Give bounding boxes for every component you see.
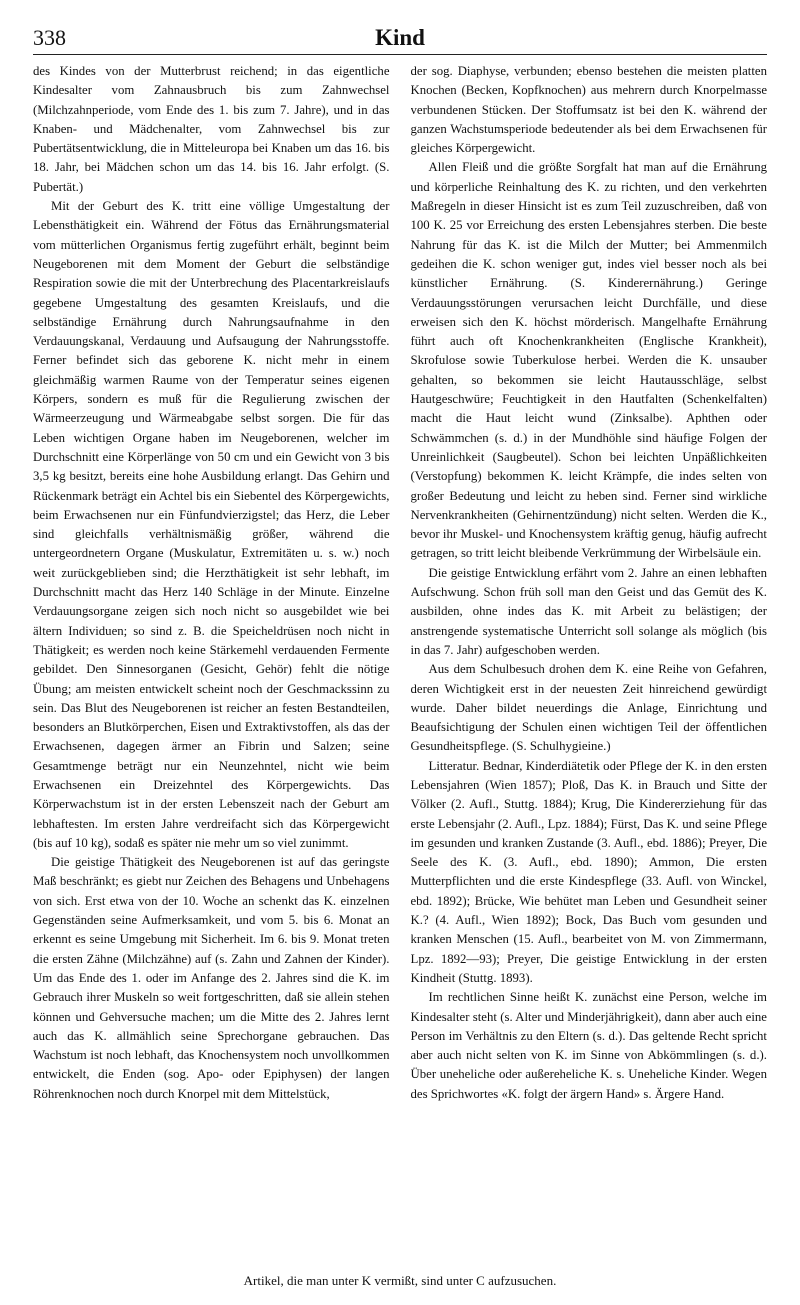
paragraph: Litteratur. Bednar, Kinderdiätetik oder Pflege der K. in den ersten Lebensjahren (Wien 1857); Ploß, Das K. in Brauch und Sitte der Völker (2. Aufl., Stuttg. 1884); Krug, Die Kindererziehung für das erste Lebensjahr (2. Aufl., Lpz. 1884); Fürst, Das K. und seine Pflege im gesunden und kranken Zustande (3. Aufl., ebd. 1886); Preyer, Die Seele des K. (3. Aufl., ebd. 1890); Ammon, Die ersten Mutterpflichten und die erste Kindespflege (33. Aufl. von Winckel, ebd. 1892); Brücke, Wie behütet man Leben und Gesundheit seiner K.? (4. Aufl., Wien 1892); Bock, Das Buch vom gesunden und kranken Menschen (15. Aufl., bearbeitet von M. von Zimmermann, Lpz. 1892—93); Preyer, Die geistige Entwicklung in der ersten Kindheit (Stuttg. 1893). [410,758,767,985]
paragraph: Aus dem Schulbesuch drohen dem K. eine Reihe von Gefahren, deren Wichtigkeit erst in der neuesten Zeit hinreichend gewürdigt wurde. Daher bildet neuerdings die Anlage, Einrichtung und Beaufsichtigung der Schulen einen wichtigen Teil der öffentlichen Gesundheitspflege. (S. Schulhygieine.) [410,662,767,754]
left-column [33,62,390,1265]
running-head: Kind [375,25,425,50]
page-header [33,22,767,55]
page-footer [0,1269,800,1293]
paragraph: Die geistige Thätigkeit des Neugeborenen ist auf das geringste Maß beschränkt; es giebt nur Zeichen des Behagens und Unbehagens von sich. Erst etwa von der 10. Woche an schenkt das K. einzelnen Gegenständen seine Aufmerksamkeit, und vom 5. bis 6. Monat an erkennt es seine Umgebung mit Sicherheit. Im 6. bis 9. Monat treten die ersten Zähne (Milchzähne) auf (s. Zahn und Zahnen der Kinder). Um das Ende des 1. oder im Anfange des 2. Jahres sind die K. im Gebrauch ihrer Muskeln so weit fortgeschritten, daß sie allein stehen können und Gehversuche machen; um die Mitte des 2. Jahres lernt auch das K. allmählich seine Sprechorgane gebrauchen. Das Wachstum ist noch lebhaft, das Knochensystem noch unvollkommen entwickelt, die Enden (sog. Apo- oder Epiphysen) der langen Röhrenknochen noch durch Knorpel mit dem Mittelstück, [33,855,390,1101]
right-column [411,62,768,1265]
paragraph: Allen Fleiß und die größte Sorgfalt hat man auf die Ernährung und körperliche Reinhaltung des K. zu richten, und den verkehrten Maßregeln in dieser Hinsicht ist es zum Teil zuzuschreiben, daß von 100 K. 25 vor Erreichung des ersten Lebensjahres sterben. Die beste Nahrung für das K. ist die Milch der Mutter; bei Ammenmilch gedeihen die K. schon weniger gut, indes viel besser noch als bei künstlicher Ernährung. (S. Kinderernährung.) Geringe Verdauungsstörungen verursachen leicht Durchfälle, und diese erweisen sich den K. höchst mörderisch. Mangelhafte Ernährung führt auch oft Knochenkrankheiten (Englische Krankheit), Skrofulose sowie Tuberkulose herbei. Werden die K. unsauber gehalten, so bekommen sie leicht Hautausschläge, selbst Hautgeschwüre; Feuchtigkeit in den Hautfalten (Schenkelfalten) macht die Haut leicht wund (Zinksalbe). Aphthen oder Schwämmchen (s. d.) in der Mundhöhle sind häufige Folgen der Unreinlichkeit (Saugbeutel). Schon bei leichten Unpäßlichkeiten (Verstopfung) bekommen K. leicht Krämpfe, die indes selten von großer Bedeutung und leicht zu heben sind. Ferner sind wirkliche Nervenkrankheiten (Gehirnentzündung) nicht selten. Werden die K., bevor ihr Muskel- und Knochensystem kräftig genug, häufig aufrecht getragen, so tritt leicht bleibende Verkrümmung der Wirbelsäule ein. [410,160,767,561]
footer-note: Artikel, die man unter K vermißt, sind unter C aufzusuchen. [243,1273,557,1288]
paragraph: Im rechtlichen Sinne heißt K. zunächst eine Person, welche im Kindesalter steht (s. Alter und Minderjährigkeit), dann aber auch eine Person im Verhältnis zu den Eltern (s. d.). Das geltende Recht spricht aber auch nicht selten von K. im Sinne von Abkömmlingen (s. d.). Über uneheliche oder außereheliche K. s. Uneheliche Kinder. Wegen des Sprichwortes «K. folgt der ärgern Hand» s. Ärgere Hand. [410,990,767,1101]
article-body [33,62,767,1265]
page-number: 338 [33,25,66,50]
paragraph: der sog. Diaphyse, verbunden; ebenso bestehen die meisten platten Knochen (Becken, Kopfknochen) aus mehrern durch Knorpelmasse verbundenen Stücken. Der Stoffumsatz ist bei den K. während der ganzen Wachstumsperiode bedeutender als bei dem Erwachsenen für gleiches Körpergewicht. [410,64,767,156]
paragraph: Die geistige Entwicklung erfährt vom 2. Jahre an einen lebhaften Aufschwung. Schon früh soll man den Geist und das Gemüt des K. ausbilden, ohne indes das K. mit Arbeit zu belästigen; der anstrengende systematische Unterricht soll solange als möglich (bis in das 7. Jahr) aufgeschoben werden. [410,565,767,657]
paragraph: des Kindes von der Mutterbrust reichend; in das eigentliche Kindesalter vom Zahnausbruch bis zum Zahnwechsel (Milchzahnperiode, vom Ende des 1. bis zum 7. Jahre), und in das Knaben- und Mädchenalter, vom Zahnwechsel bis zur Pubertätsentwicklung, die in Mitteleuropa bei Knaben um das 16. bis 18. Jahr, bei Mädchen schon um das 14. bis 16. Jahr erfolgt. (S. Pubertät.) [33,64,390,194]
paragraph: Mit der Geburt des K. tritt eine völlige Umgestaltung der Lebensthätigkeit ein. Während der Fötus das Ernährungsmaterial vom mütterlichen Organismus fertig zugeführt erhält, beginnt beim Neugeborenen mit dem Moment der Geburt die selbständige Respiration sowie die mit der Unterbrechung des Placentarkreislaufs gegebene Umgestaltung des gesamten Kreislaufs, und die selbständige Ernährung durch Nahrungsaufnahme in den Verdauungskanal, Verdauung und Aufsaugung der Nahrungsstoffe. Ferner befindet sich das geborene K. nicht mehr in einem gleichmäßig warmen Raume von der Temperatur seines eigenen Körpers, sondern es muß für die Regulierung zwischen der Wärmeerzeugung und Wärmeabgabe selbst sorgen. Die für das Leben wichtigen Organe haben im Neugeborenen, welcher im Durchschnitt eine Körperlänge von 50 cm und ein Gewicht von 3 bis 3,5 kg besitzt, bereits eine hohe Ausbildung erlangt. Das Gehirn und Rückenmark beträgt ein Achtel bis ein Siebentel des Körpergewichts, beim Erwachsenen nur ein Fünfundvierzigstel; das Herz, die Leber sind gleichfalls verhältnismäßig größer, während die untergeordnetern Organe (Muskulatur, Extremitäten u. s. w.) noch weit zurückgeblieben sind; die Herzthätigkeit ist sehr lebhaft, im Durchschnitt macht das Herz 140 Schläge in der Minute. Einzelne Verdauungsorgane zeigen sich noch nicht so ausgebildet wie bei ältern Individuen; so sind z. B. die Speicheldrüsen noch nicht in Thätigkeit; es werden noch keine Stärkemehl verdauenden Fermente gebildet. Den Sinnesorganen (Gesicht, Gehör) fehlt die nötige Übung; am meisten entwickelt scheint noch der Geschmackssinn zu sein. Das Blut des Neugeborenen ist reicher an festen Bestandteilen, besonders an Blutkörperchen, Eisen und Extraktivstoffen, als das der Erwachsenen, dagegen ärmer an Fibrin und Salzen; seine Gesamtmenge beträgt nur ein Neunzehntel, nicht wie beim Erwachsenen ein Dreizehntel des Körpergewichts. Das Körperwachstum ist in der ersten Lebenszeit nach der Geburt am lebhaftesten. Im ersten Jahre verdreifacht sich das Körpergewicht (bis auf 10 kg), sodaß es später nie mehr um so viel zunimmt. [33,199,390,850]
